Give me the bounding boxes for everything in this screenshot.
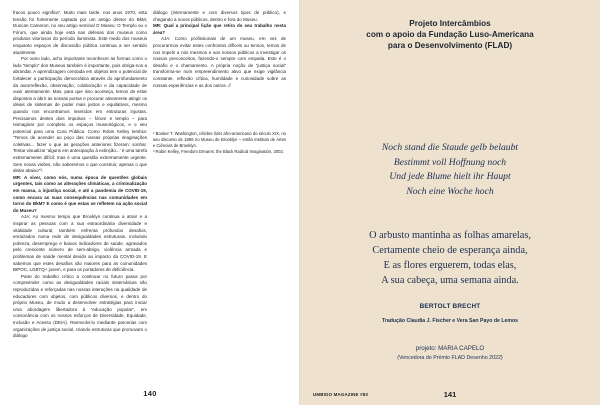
body-paragraph: AJA: Ao mesmo tempo que Brooklyn continua a atrair e a inspirar as pessoas com a sua extraordinária diversidade e vitalidade cultural, também enfrenta profundos desafios, enraizados numa rede de desigualdades estruturais, incluindo pobreza, desemprego e baixos indicadores de saúde, agravados pelo crescente número de sem-abrigo, violência armada e problemas de saúde mental devido ao impacto da COVID-19. E sabemos que estes desafios são maiores para as comunidades BIPOC, LGBTQ+ jovem, e para os portadores de deficiência. [13,214,147,273]
portuguese-poem-line: O arbusto mantinha as folhas amarelas, [369,230,531,241]
german-poem-line: Bestimmt voll Hoffnung noch [393,156,507,168]
portuguese-poem-line: E as flores erguerem, todas elas, [383,260,517,271]
right-page-number: 141 [443,390,457,399]
german-poem-line: Und jede Blume hielt ihr Haupt [389,171,511,182]
body-paragraph: fracos pouco significa”. Muito mais tarde, nos anos 1970, esta tensão foi fortemente captada por um antigo diretor do BkM, Duncan Cameron, no seu artigo seminal O Museu: O Templo ou o Fórum, que ainda hoje está nas defesas dos museus como produtos vitoriosos do período iluminista. Este medo dos museus enquanto espaços de discussão pública continua a ser sentido atualmente. [13,10,147,55]
project-credit [320,345,580,362]
german-poem-line: Noch eine Woche hoch [406,185,494,197]
left-column-2 [153,10,286,154]
body-paragraph: Por outro lado, acho importante reconhecer as formas como o lado “templo” dos Museus também é importante, pois obriga-nos a abrandar. A aprendizagem centrada em objetos tem o potencial de fortalecer a participação democrática através do aprofundamento da autorreflexão, observação, colaboração e da capacidade de ouvir atentamente. Mas, para que isso aconteça, temos de estar dispostos a abrir as nossas portas e procurar ativamente atingir os ideais de sistemas de poder mais justos e equitativos, mesmo quando nos encontramos inseridos em estruturas injustas. Precisamos destes dois impulsos – fórum e templo – para reimaginar por completo os espaços museológicos, e o seu potencial para uma Cura Pública. Como Robin Kelley lembra: “Temos de acender ao poço das nossas próprias imaginações coletivas... fazer o que as gerações anteriores fizeram: sonhar. Tentar visualizar ‘alguns em antecipação à extinção...’ é uma tarefa extremamente difícil; mas é uma questão extremamente urgente. Sem novas visões, não saberemos o que construir, apenas o que deitar abaixo”³. [13,56,147,174]
portuguese-poem [320,228,580,288]
german-poem [320,141,580,199]
column-2-body [153,10,286,89]
body-paragraph: diálogo (internamente e com diversos tipos de público), e chegando a novos públicos, dentro e fora do Museu. [153,10,286,22]
header-line: Projeto Intercâmbios [409,19,491,28]
right-page [300,0,600,405]
left-page-number: 140 [143,389,157,398]
magazine-name: UMBIGO MAGAZINE #83 [313,392,369,397]
footnote: ³ Robin Kelley, Freedom Dreams: the Black Radical Imagination, 2002. [153,148,284,154]
portuguese-poem-line: A sua cabeça, uma semana ainda. [381,275,519,286]
interview-question: MR: A viver, como nós, numa época de questões globais urgentes, tais como as alterações climáticas, a criminalização em massa, a injustiça social, e até a pandemia de COVID-19, como encara as suas consequências nas comunidades em torno do BkM? E como é que estas se refletem na ação social do Museu? [13,174,147,213]
header-line: com o apoio da Fundação Luso-Americana [366,30,534,39]
project-credit-note: (Vencedora do Prémio FLAD Desenho 2022) [397,354,503,361]
project-header [335,18,565,51]
body-paragraph: Parte do trabalho crítico a continuar no futuro passa por compreender como as desigualdades raciais sistemáticas são reproduzidas e reforçadas nas nossas interações na qualidade de educadores com objetos, com públicos diversos, e dentro do próprio Museu, de modo a desenvolver estratégias para iniciar uma abordagem libertadora à “educação popular”, em consonância com os nossos esforços de Diversidade, Equidade, Inclusão e Acesso (DEIA). Reenvolvi-lo mediante parcerias com organizações de justiça social, criando estruturas que promovam o diálogo [13,273,147,339]
footnotes [153,131,286,154]
body-paragraph: AJA: Como profissionais de um museu, em vez de procurarmos evitar estes confrontos difíceis ou tensos, temos de nos impelir a nós mesmos e aos nossos públicos a investigar os nossos preconceitos, fazendo-o sempre com empatia. Este é o desafio e o chamamento. A própria noção de “justiça social” transforma-se num empreendimento ativo que exige vigilância constante, reflexão crítica, humildade e curiosidade sobre as nossas experiências e as dos outros. // [153,36,286,88]
german-poem-line: Noch stand die Staude gelb belaubt [381,142,519,153]
header-line: para o Desenvolvimento (FLAD) [387,41,513,50]
translation-credit: Tradução Claudia J. Fischer e Vera San Payo de Lemos [381,318,519,324]
left-column-1 [13,10,147,340]
portuguese-poem-line: Certamente cheio de esperança ainda, [372,245,528,256]
poem-author: BERTOLT BRECHT [419,303,481,310]
interview-question: MR: Qual a principal lição que retira do seu trabalho nesta área? [153,23,286,35]
footnote: ² Booker T. Washington, célebre líder afro-americano do século XIX, no seu discurso de 1896 no Museu de Brooklyn – então Instituto de Artes e Ciências de Brooklyn. [153,131,286,148]
project-credit-name: projeto: MARIA CAPELO [415,345,485,352]
